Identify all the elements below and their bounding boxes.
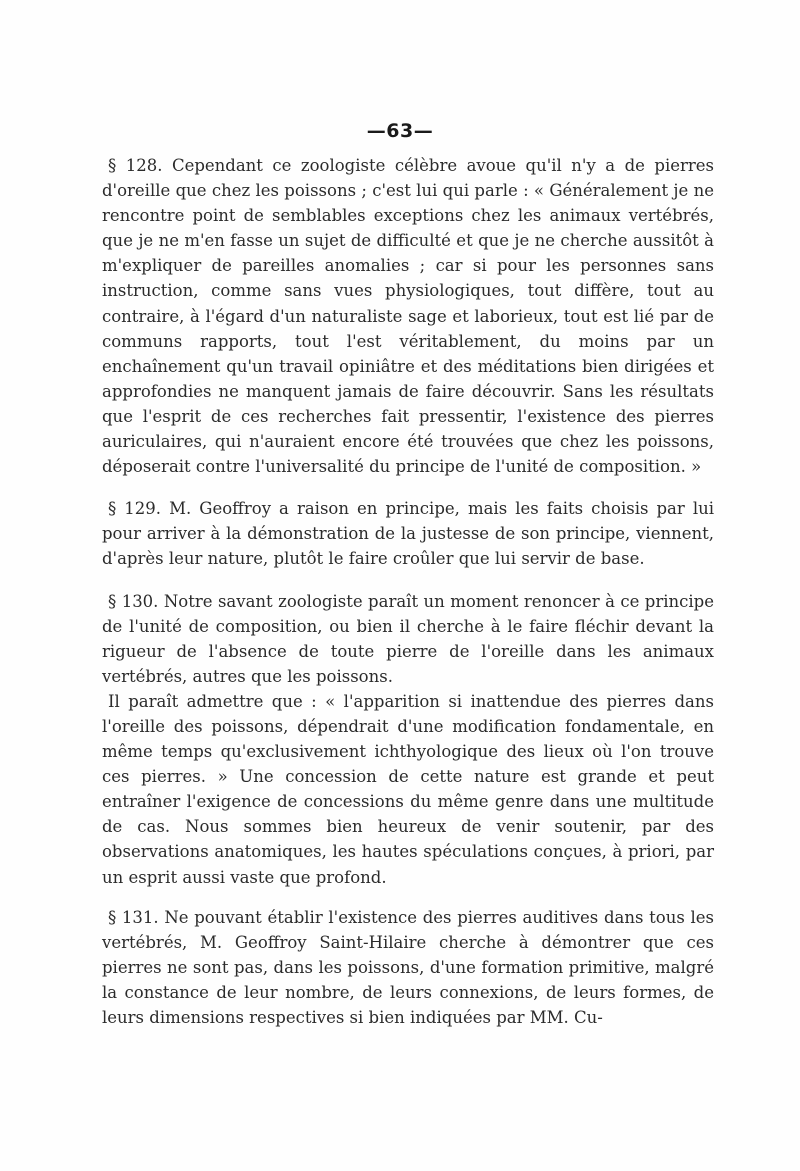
body-text — [102, 153, 714, 1030]
paragraph-131: § 131. Ne pouvant établir l'existence des pierres auditives dans tous les vertébrés, M. Geoffroy Saint-Hilaire cherche à démontrer que ces pierres ne sont pas, dans les poissons, d'une formation primitive, malgré la constance de leur nombre, de leurs connexions, de leurs formes, de leurs dimensions respectives si bien indiquées par MM. Cu- — [102, 907, 714, 1027]
paragraph-128: § 128. Cependant ce zoologiste célèbre avoue qu'il n'y a de pierres d'oreille que chez les poissons ; c'est lui qui parle : « Généralement je ne rencontre point de semblables exceptions chez les animaux vertébrés, que je ne m'en fasse un sujet de difficulté et que je ne cherche aussitôt à m'expliquer de pareilles anomalies ; car si pour les personnes sans instruction, comme sans vues physiologiques, tout diffère, tout au contraire, à l'égard d'un naturaliste sage et laborieux, tout est lié par de communs rapports, tout l'est véritablement, du moins par un enchaînement qu'un travail opiniâtre et des méditations bien dirigées et approfondies ne manquent jamais de faire découvrir. Sans les résultats que l'esprit de ces recherches fait pressentir, l'existence des pierres auriculaires, qui n'auraient encore été trouvées que chez les poissons, déposerait contre l'universalité du principe de l'unité de composition. » — [102, 156, 714, 477]
paragraph-129: § 129. M. Geoffroy a raison en principe, mais les faits choisis par lui pour arriver à la démonstration de la justesse de son principe, viennent, d'après leur nature, plutôt le faire croûler que lui servir de base. — [102, 499, 714, 569]
paragraph-130: § 130. Notre savant zoologiste paraît un moment renoncer à ce principe de l'unité de composition, ou bien il cherche à le faire fléchir devant la rigueur de l'absence de toute pierre de l'oreille dans les animaux vertébrés, autres que les poissons. — [102, 591, 714, 686]
paragraph-130-continued: Il paraît admettre que : « l'apparition si inattendue des pierres dans l'oreille des poissons, dépendrait d'une modification fondamentale, en même temps qu'exclusivement ichthyologique des lieux où l'on trouve ces pierres. » Une concession de cette nature est grande et peut entraîner l'exigence de concessions du même genre dans une multitude de cas. Nous sommes bien heureux de venir soutenir, par des observations anatomiques, les hautes spéculations conçues, à priori, par un esprit aussi vaste que profond. — [102, 691, 714, 887]
page-number: —63— — [366, 120, 434, 142]
